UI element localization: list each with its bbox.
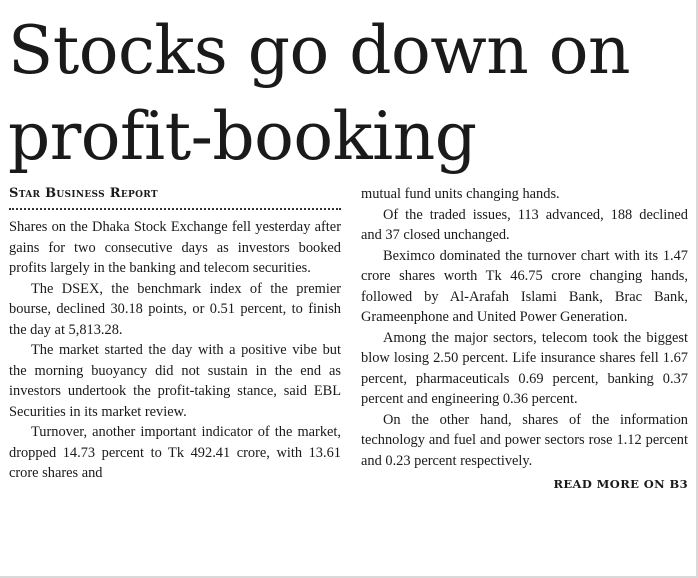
paragraph: The DSEX, the benchmark index of the premier bourse, declined 30.18 points, or 0.51 percent, to finish the day at 5,813.28. bbox=[9, 280, 341, 338]
paragraph: Among the major sectors, telecom took the biggest blow losing 2.50 percent. Life insurance shares fell 1.67 percent, pharmaceuticals 0.69 percent, banking 0.37 percent and engineering 0.36 percent. bbox=[361, 329, 688, 407]
left-column bbox=[9, 184, 341, 484]
byline: Star Business Report bbox=[9, 186, 158, 201]
paragraph: Of the traded issues, 113 advanced, 188 declined and 37 closed unchanged. bbox=[361, 206, 688, 243]
paragraph: Beximco dominated the turnover chart with its 1.47 crore shares worth Tk 46.75 crore changing hands, followed by Al-Arafah Islami Bank, Brac Bank, Grameenphone and United Power Generation. bbox=[361, 247, 688, 325]
paragraph: On the other hand, shares of the information technology and fuel and power sectors rose 1.12 percent and 0.23 percent respectively. bbox=[361, 411, 688, 469]
headline: Stocks go down on profit-booking bbox=[8, 12, 630, 175]
read-more-link[interactable]: READ MORE ON B3 bbox=[553, 477, 688, 491]
paragraph-continued: mutual fund units changing hands. bbox=[361, 186, 560, 202]
right-column bbox=[361, 184, 688, 495]
paragraph: Turnover, another important indicator of the market, dropped 14.73 percent to Tk 492.41 crore, with 13.61 crore shares and bbox=[9, 424, 341, 481]
paragraph: Shares on the Dhaka Stock Exchange fell yesterday after gains for two consecutive days as investors booked profits largely in the banking and telecom securities. bbox=[9, 219, 341, 276]
paragraph: The market started the day with a positive vibe but the morning buoyancy did not sustain in the end as investors undertook the profit-taking stance, said EBL Securities in its market review. bbox=[9, 342, 341, 420]
dotted-divider bbox=[9, 208, 341, 210]
